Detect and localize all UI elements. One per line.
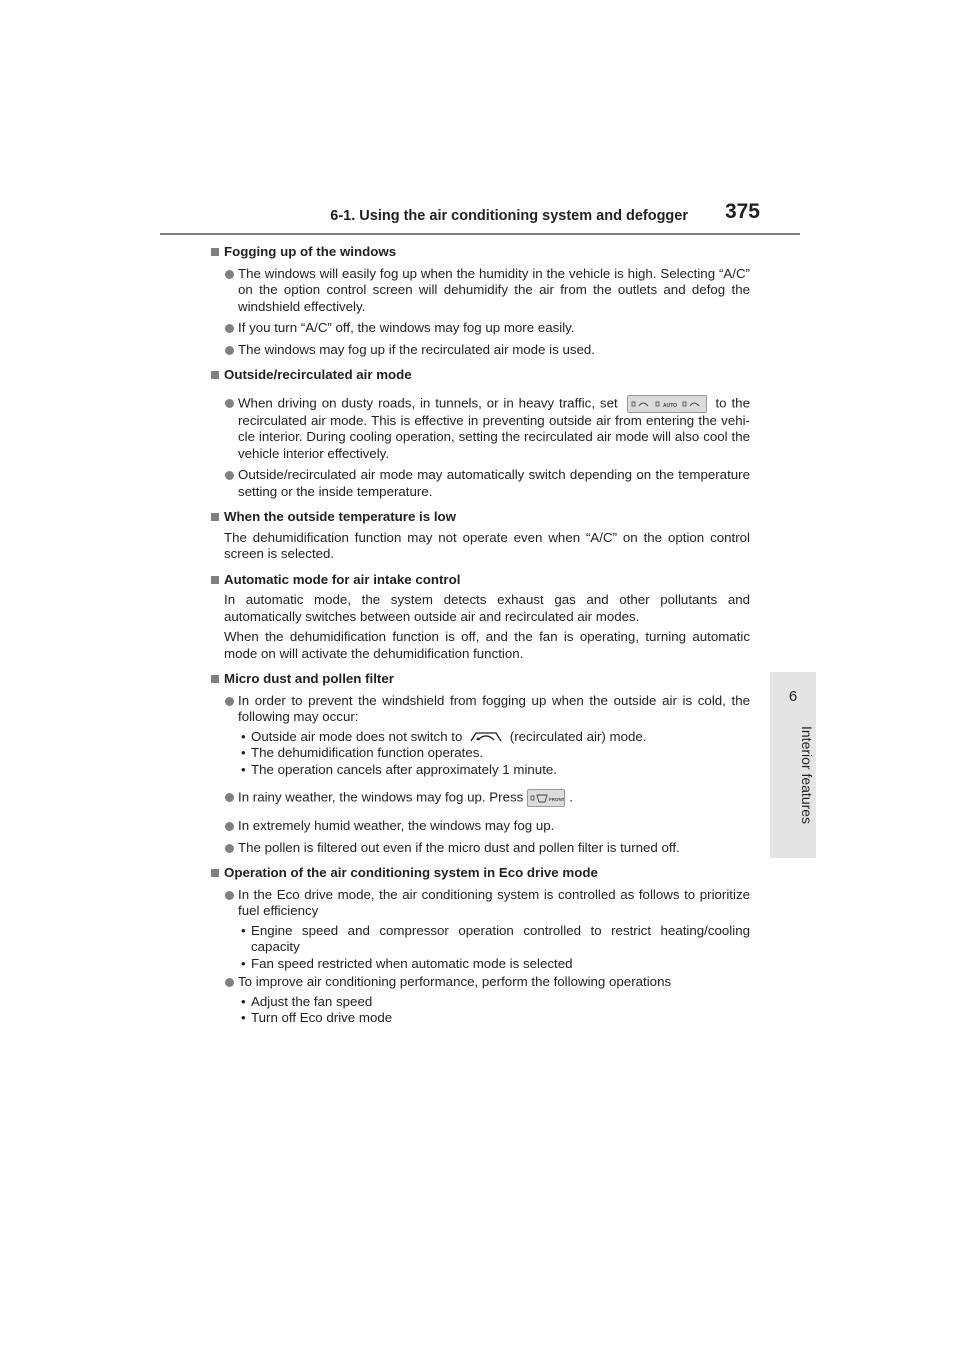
square-bullet-icon xyxy=(211,248,219,256)
text-intake-dehumid: When the dehumidification function is off, and the fan is operating, turning automatic mode on will activate the dehumidification function. xyxy=(224,629,750,661)
round-bullet-icon xyxy=(225,471,234,480)
round-bullet-icon xyxy=(225,270,234,279)
square-bullet-icon xyxy=(211,576,219,584)
header-divider xyxy=(160,233,800,235)
bullet-fog-ac-off: If you turn “A/C” off, the windows may fog up more easily. xyxy=(210,320,750,337)
bullet-filter-windshield: In order to prevent the windshield from fogging up when the outside air is cold, the following may occur: xyxy=(210,693,750,726)
square-bullet-icon xyxy=(211,371,219,379)
square-bullet-icon xyxy=(211,675,219,683)
heading-filter: Micro dust and pollen filter xyxy=(210,671,750,688)
sub-item-cancels: • The operation cancels after approximately 1 minute. xyxy=(241,761,557,777)
text-low-temp: The dehumidification function may not operate even when “A/C” on the option control screen is selected. xyxy=(224,529,750,561)
heading-low-temp: When the outside temperature is low xyxy=(210,509,750,526)
bullet-recirc-auto-switch: Outside/recirculated air mode may automatically switch depending on the temperature setting or the inside temperature. xyxy=(210,467,750,500)
section-title: 6-1. Using the air conditioning system and defogger xyxy=(330,208,688,224)
bullet-filter-pollen: The pollen is filtered out even if the micro dust and pollen filter is turned off. xyxy=(210,840,750,857)
air-intake-selector-icon xyxy=(627,395,707,413)
sub-item-fan-speed: • Adjust the fan speed xyxy=(241,993,373,1009)
heading-recirculated: Outside/recirculated air mode xyxy=(210,367,750,384)
bullet-eco-control: In the Eco drive mode, the air conditioning system is controlled as follows to prioritize fuel efficiency xyxy=(210,887,750,920)
round-bullet-icon xyxy=(225,844,234,853)
round-bullet-icon xyxy=(225,822,234,831)
round-bullet-icon xyxy=(225,697,234,706)
bullet-fog-humidity: The windows will easily fog up when the humidity in the vehicle is high. Selecting “A/C” on the option control screen will dehumidify the air from the outlets and defog the windshield effectively. xyxy=(210,266,750,316)
sub-item-eco-off: • Turn off Eco drive mode xyxy=(241,1010,393,1025)
sub-item-dehumid-operates: • The dehumidification function operates. xyxy=(241,745,484,760)
round-bullet-icon xyxy=(225,978,234,987)
round-bullet-icon xyxy=(225,793,234,802)
bullet-filter-humid: In extremely humid weather, the windows may fog up. xyxy=(210,818,750,835)
square-bullet-icon xyxy=(211,869,219,877)
bullet-fog-recirc: The windows may fog up if the recirculated air mode is used. xyxy=(210,342,750,359)
square-bullet-icon xyxy=(211,513,219,521)
front-defogger-button-icon xyxy=(527,789,565,807)
sub-item-fan-restricted: • Fan speed restricted when automatic mode is selected xyxy=(241,955,573,971)
sub-item-engine-speed: • Engine speed and compressor operation controlled to restrict heating/cooling capacity xyxy=(241,922,750,954)
round-bullet-icon xyxy=(225,891,234,900)
bullet-recirc-dusty: When driving on dusty roads, in tunnels, or in heavy traffic, set AUTO to the recirculated air mode. This is effective in preventing outside air from entering the vehi- cle interior. During cooling operation, setting the recirculated air mode will also cool the vehicle interior effectively. xyxy=(210,395,750,463)
round-bullet-icon xyxy=(225,324,234,333)
round-bullet-icon xyxy=(225,399,234,408)
heading-eco-mode: Operation of the air conditioning system in Eco drive mode xyxy=(210,865,750,882)
heading-air-intake: Automatic mode for air intake control xyxy=(210,572,750,589)
page-content xyxy=(210,244,750,1027)
chapter-label: Interior features xyxy=(799,726,815,825)
text-intake-auto: In automatic mode, the system detects exhaust gas and other pollutants and automatically switches between outside air and recirculated air modes. xyxy=(224,592,750,624)
svg-text:FRONT: FRONT xyxy=(549,797,565,802)
sub-item-outside-air: • Outside air mode does not switch to (recirculated air) mode. xyxy=(241,728,647,744)
recirculated-air-icon xyxy=(468,729,504,745)
chapter-tab xyxy=(770,672,816,858)
svg-text:AUTO: AUTO xyxy=(662,402,677,409)
bullet-eco-improve: To improve air conditioning performance, perform the following operations xyxy=(210,974,750,991)
bullet-filter-rainy: In rainy weather, the windows may fog up. Press FRONT . xyxy=(210,789,750,807)
heading-fogging: Fogging up of the windows xyxy=(210,244,750,261)
chapter-number: 6 xyxy=(788,688,798,705)
page-header xyxy=(160,200,800,234)
page-number: 375 xyxy=(724,200,760,223)
round-bullet-icon xyxy=(225,346,234,355)
